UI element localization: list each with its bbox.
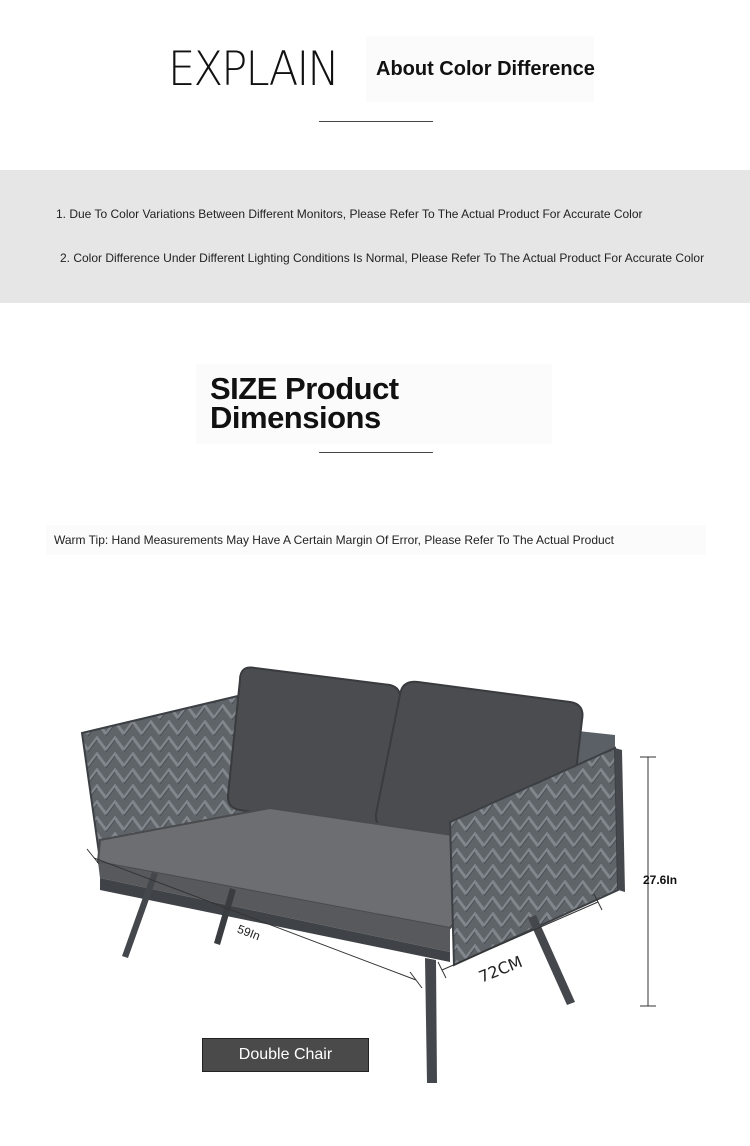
size-divider (319, 452, 433, 453)
color-note-1: 1. Due To Color Variations Between Different Monitors, Please Refer To The Actual Product For Accurate Color (56, 207, 643, 221)
width-dimension-label: 59In (235, 921, 263, 944)
color-note-2: 2. Color Difference Under Different Lighting Conditions Is Normal, Please Refer To The Actual Product For Accurate Color (60, 251, 705, 265)
product-caption: Double Chair (202, 1038, 369, 1072)
color-notes-band (0, 170, 750, 303)
size-title (210, 371, 399, 435)
explain-divider (319, 121, 433, 122)
depth-dimension-label: 72CM (475, 951, 526, 987)
size-title-line-2: Dimensions (210, 400, 381, 435)
warm-tip: Warm Tip: Hand Measurements May Have A Certain Margin Of Error, Please Refer To The Actual Product (54, 533, 615, 547)
height-dimension-label: 27.6In (643, 873, 678, 887)
size-title-line-1: SIZE Product (210, 371, 399, 406)
explain-title: EXPLAIN (168, 42, 338, 97)
sofa-leg-front-right (425, 958, 437, 1083)
sofa-dimension-illustration (70, 640, 690, 1090)
explain-subtitle: About Color Difference (376, 58, 595, 80)
sofa-leg-back-right (528, 915, 575, 1005)
back-cushion-left (228, 668, 400, 831)
